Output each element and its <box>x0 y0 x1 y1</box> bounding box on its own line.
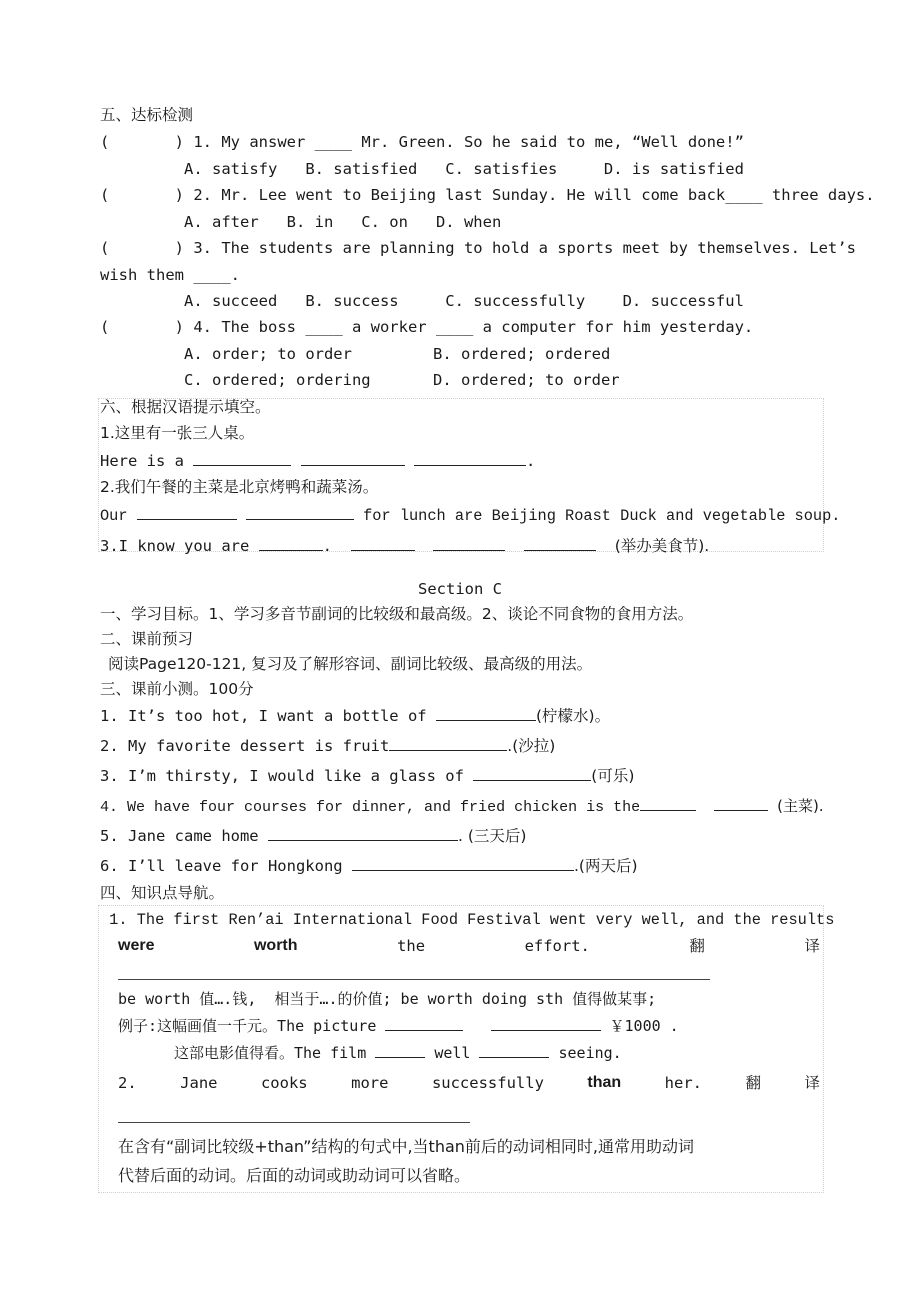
quiz-item-5 <box>100 825 526 847</box>
answer-blank[interactable] <box>491 1016 601 1031</box>
quiz-item-6-lead: 6. I’ll leave for Hongkong <box>100 857 343 875</box>
fill-item-3-hint: (举办美食节). <box>614 537 710 555</box>
translate-label: 翻 <box>745 1074 761 1092</box>
bold-word: worth <box>253 937 298 954</box>
answer-blank[interactable] <box>714 796 768 811</box>
fill-item-3 <box>100 535 709 557</box>
answer-paren[interactable]: ( ) <box>100 318 184 336</box>
answer-blank[interactable] <box>524 536 596 551</box>
knowledge-1-example-1 <box>118 1015 679 1037</box>
example-2-word: well <box>434 1044 471 1062</box>
question-3-stem-cont: wish them ____. <box>100 266 240 284</box>
question-2-stem: 2. Mr. Lee went to Beijing last Sunday. He will come back____ three days. <box>193 186 875 204</box>
knowledge-1-note: be worth 值….钱, 相当于….的价值; be worth doing sth 值得做某事; <box>118 990 657 1008</box>
quiz-item-4-hint: (主菜). <box>777 797 824 815</box>
word: Jane <box>180 1074 218 1092</box>
quiz-item-3 <box>100 765 634 787</box>
fill-item-1-end: . <box>526 452 536 470</box>
word: effort. <box>524 937 590 955</box>
answer-blank[interactable] <box>640 796 696 811</box>
question-3 <box>100 237 856 259</box>
answer-blank[interactable] <box>301 451 405 466</box>
knowledge-title: 四、知识点导航。 <box>100 884 225 902</box>
translate-label: 翻 <box>689 937 705 955</box>
answer-blank[interactable] <box>352 856 574 871</box>
answer-blank[interactable] <box>351 536 415 551</box>
quiz-item-2 <box>100 735 555 757</box>
fill-item-1 <box>100 450 535 472</box>
question-3-stem: 3. The students are planning to hold a sports meet by themselves. Let’s <box>193 239 856 257</box>
question-1-stem: 1. My answer ____ Mr. Green. So he said to me, “Well done!” <box>193 133 744 151</box>
preview-title: 二、课前预习 <box>100 630 194 648</box>
word: the <box>397 937 426 955</box>
word: her. <box>664 1074 702 1092</box>
question-4-stem: 4. The boss ____ a worker ____ a computer for him yesterday. <box>193 318 754 336</box>
question-1 <box>100 131 744 153</box>
answer-paren[interactable]: ( ) <box>100 186 184 204</box>
question-1-options: A. satisfy B. satisfied C. satisfies D. is satisfied <box>184 160 744 178</box>
translation-line[interactable] <box>118 979 710 980</box>
answer-paren[interactable]: ( ) <box>100 133 184 151</box>
knowledge-2-sentence <box>118 1072 820 1094</box>
question-4 <box>100 316 753 338</box>
quiz-item-5-lead: 5. Jane came home <box>100 827 259 845</box>
knowledge-2-note-2: 代替后面的动词。后面的动词或助动词可以省略。 <box>118 1166 471 1185</box>
fill-item-2 <box>100 505 840 527</box>
pre-quiz-title: 三、课前小测。100分 <box>100 680 254 698</box>
question-4-option-b: B. ordered; ordered <box>433 345 611 363</box>
translate-label: 译 <box>804 937 820 955</box>
quiz-item-2-lead: 2. My favorite dessert is fruit <box>100 737 390 755</box>
section-c-heading: Section C <box>418 580 502 598</box>
answer-blank[interactable] <box>414 451 526 466</box>
answer-blank[interactable] <box>375 1043 425 1058</box>
translate-label: 译 <box>804 1074 820 1092</box>
quiz-item-1 <box>100 705 610 727</box>
quiz-item-1-hint: (柠檬水)。 <box>535 707 611 725</box>
example-2-lead: 这部电影值得看。The film <box>174 1044 367 1062</box>
quiz-item-5-hint: . (三天后) <box>457 827 527 845</box>
answer-blank[interactable] <box>436 706 536 721</box>
question-3-options: A. succeed B. success C. successfully D. successful <box>184 292 744 310</box>
quiz-item-4-lead: 4. We have four courses for dinner, and fried chicken is the <box>100 799 641 816</box>
answer-blank[interactable] <box>433 536 505 551</box>
fill-item-3-lead: 3.I know you are <box>100 537 250 555</box>
quiz-item-3-lead: 3. I’m thirsty, I would like a glass of <box>100 767 464 785</box>
question-4-option-a: A. order; to order <box>184 345 352 363</box>
answer-blank[interactable] <box>268 826 458 841</box>
fill-item-2-rest: for lunch are Beijing Roast Duck and vegetable soup. <box>363 507 841 525</box>
knowledge-2-note-1: 在含有“副词比较级+than”结构的句式中,当than前后的动词相同时,通常用助动词 <box>118 1137 695 1156</box>
fill-item-2-lead: Our <box>100 507 128 525</box>
answer-blank[interactable] <box>479 1043 549 1058</box>
word: successfully <box>431 1074 544 1092</box>
answer-blank[interactable] <box>137 505 237 520</box>
quiz-item-2-hint: .(沙拉) <box>507 737 556 755</box>
word: more <box>351 1074 389 1092</box>
fill-item-1-lead: Here is a <box>100 452 184 470</box>
fill-item-2-chinese: 2.我们午餐的主菜是北京烤鸭和蔬菜汤。 <box>100 478 379 496</box>
quiz-item-6-hint: .(两天后) <box>573 857 638 875</box>
answer-blank[interactable] <box>389 736 507 751</box>
quiz-item-1-lead: 1. It’s too hot, I want a bottle of <box>100 707 427 725</box>
answer-blank[interactable] <box>193 451 291 466</box>
quiz-item-3-hint: (可乐) <box>591 767 635 785</box>
fill-item-3-dot: . <box>322 537 332 555</box>
knowledge-1-example-2 <box>174 1042 622 1064</box>
section-6-title: 六、根据汉语提示填空。 <box>100 398 271 416</box>
answer-blank[interactable] <box>246 505 354 520</box>
question-4-option-c: C. ordered; ordering <box>184 371 371 389</box>
question-4-option-d: D. ordered; to order <box>433 371 620 389</box>
bold-word: than <box>587 1074 622 1091</box>
preview-text: 阅读Page120-121, 复习及了解形容词、副词比较级、最高级的用法。 <box>108 655 593 673</box>
knowledge-1-sentence: 1. The first Ren’ai International Food Festival went very well, and the results <box>100 911 835 929</box>
bold-word: were <box>118 937 155 954</box>
question-2 <box>100 184 875 206</box>
learning-goals: 一、学习目标。1、学习多音节副词的比较级和最高级。2、谈论不同食物的食用方法。 <box>100 605 694 623</box>
answer-blank[interactable] <box>259 536 323 551</box>
quiz-item-4 <box>100 795 824 819</box>
example-1-price: ￥1000 . <box>609 1017 679 1035</box>
knowledge-1-sentence-cont <box>118 935 820 957</box>
answer-paren[interactable]: ( ) <box>100 239 184 257</box>
word: 2. <box>118 1074 137 1092</box>
word: cooks <box>260 1074 308 1092</box>
quiz-item-6 <box>100 855 638 877</box>
section-5-title: 五、达标检测 <box>100 106 194 124</box>
fill-item-1-chinese: 1.这里有一张三人桌。 <box>100 424 255 442</box>
example-2-end: seeing. <box>558 1044 622 1062</box>
answer-blank[interactable] <box>473 766 591 781</box>
answer-blank[interactable] <box>385 1016 463 1031</box>
question-2-options: A. after B. in C. on D. when <box>184 213 502 231</box>
example-1-lead: 例子:这幅画值一千元。The picture <box>118 1017 377 1035</box>
translation-line[interactable] <box>118 1122 470 1123</box>
